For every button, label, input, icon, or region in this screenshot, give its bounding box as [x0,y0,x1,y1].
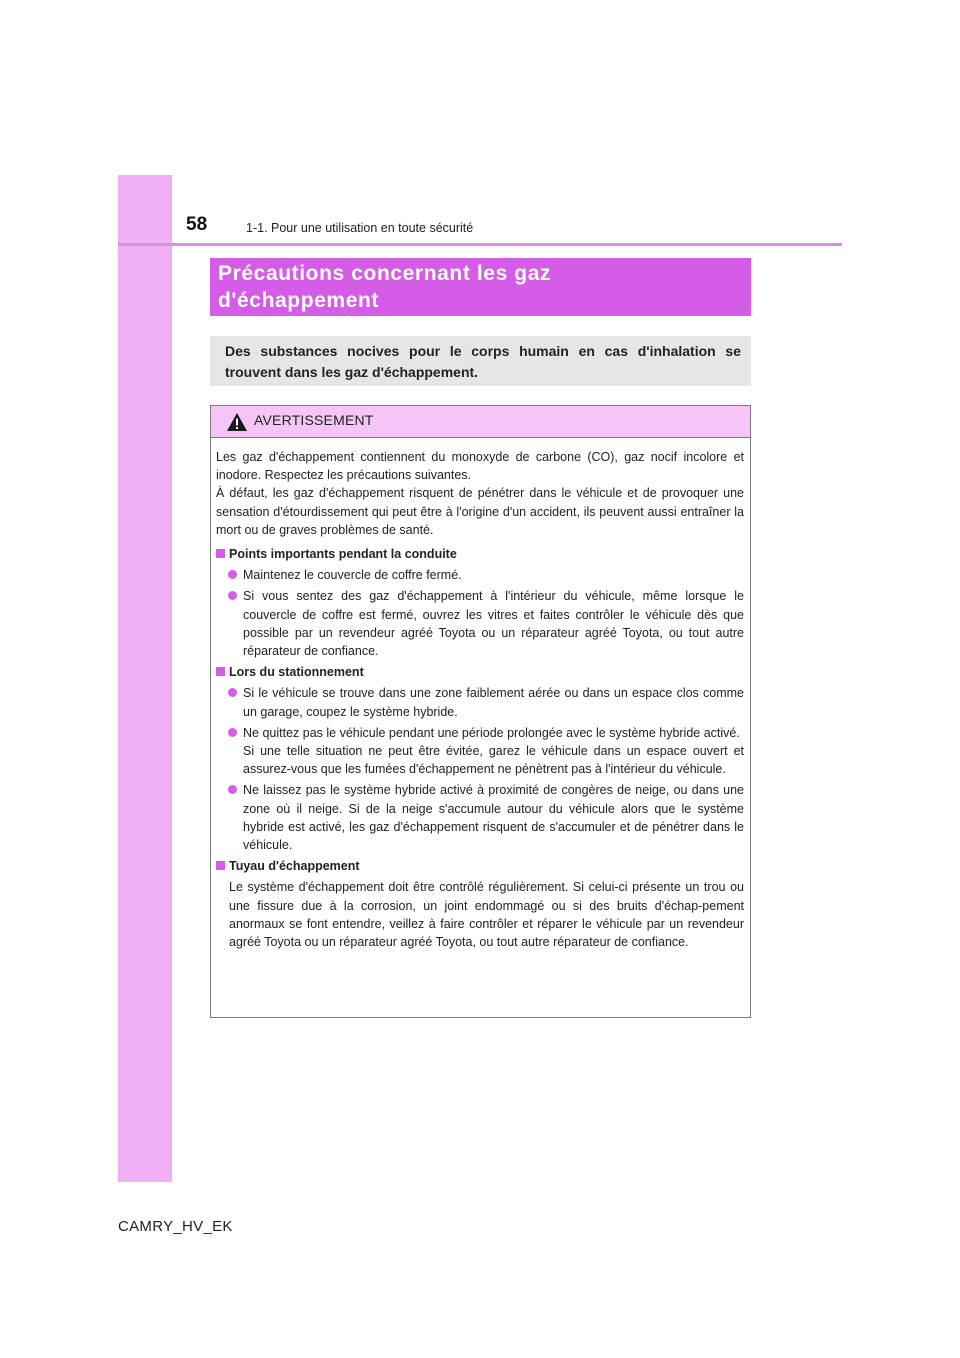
intro-box [210,336,751,386]
warning-box [210,405,751,1018]
round-bullet-icon [228,591,237,600]
title-banner [210,258,751,316]
warning-label: AVERTISSEMENT [254,412,374,428]
list-item-text: Ne laissez pas le système hybride activé à proximité de congères de neige, ou dans une zone où il neige. Si de la neige s'accumule autour du véhicule alors que le système hybride est activé, les gaz d'échappement risquent de s'accumuler et de pénétrer dans le véhicule. [243,783,744,853]
warning-triangle-icon [226,412,248,432]
side-band [118,175,172,1182]
list-item-text: Ne quittez pas le véhicule pendant une période prolongée avec le système hybride activé. [243,725,740,740]
list-item-text-continued: Si une telle situation ne peut être évitée, garez le véhicule dans un espace ouvert et assurez-vous que les fumées d'échappement ne pénètrent pas à l'intérieur du véhicule. [243,744,744,777]
section-title: 1-1. Pour une utilisation en toute sécurité [246,221,474,235]
exhaust-pipe-paragraph [216,878,744,951]
warning-body [216,448,744,954]
list-item [216,684,744,720]
exhaust-pipe-text: Le système d'échappement doit être contrôlé régulièrement. Si celui-ci présente un trou ou une fissure due à la corrosion, un joint endommagé ou si des bruits d'échap-pement anormaux se font entendre, veillez à faire contrôler et réparer le véhicule par un revendeur agréé Toyota ou un réparateur agréé Toyota, ou tout autre réparateur de confiance. [229,880,744,950]
subheading-parking [216,663,744,681]
subheading-exhaust-pipe-label: Tuyau d'échappement [229,859,360,874]
footer-code: CAMRY_HV_EK [118,1218,233,1235]
subheading-driving-label: Points importants pendant la conduite [229,547,457,562]
list-item [216,587,744,660]
list-item [216,781,744,854]
page-title-line-1: Précautions concernant les gaz [218,262,552,285]
list-item-text: Maintenez le couvercle de coffre fermé. [243,568,462,583]
page-title-line-2: d'échappement [218,289,379,312]
intro-text: Des substances nocives pour le corps humain en cas d'inhalation se trouvent dans les gaz d'échappement. [225,343,741,380]
square-bullet-icon [216,549,225,558]
page-number: 58 [186,214,208,235]
warning-header [211,406,750,438]
list-item-text: Si vous sentez des gaz d'échappement à l'intérieur du véhicule, même lorsque le couvercle de coffre est fermé, ouvrez les vitres et faites contrôler le véhicule dès que possible par un revendeur agréé Toyota ou un réparateur agréé Toyota, ou tout autre réparateur de confiance. [243,589,744,659]
warning-intro-line-1: Les gaz d'échappement contiennent du monoxyde de carbone (CO), gaz nocif incolore et inodore. Respectez les précautions suivantes. [216,450,744,483]
list-item [216,566,744,584]
list-item [216,724,744,779]
warning-intro-line-2: À défaut, les gaz d'échappement risquent de pénétrer dans le véhicule et de provoquer une sensation d'étourdissement qui peut être à l'origine d'un accident, ils peuvent aussi entraîner la mort ou de graves problèmes de santé. [216,486,744,537]
round-bullet-icon [228,785,237,794]
subheading-parking-label: Lors du stationnement [229,665,364,680]
round-bullet-icon [228,688,237,697]
subheading-exhaust-pipe [216,857,744,875]
round-bullet-icon [228,570,237,579]
square-bullet-icon [216,861,225,870]
round-bullet-icon [228,728,237,737]
header-rule [118,243,842,246]
subheading-driving [216,545,744,563]
square-bullet-icon [216,667,225,676]
list-item-text: Si le véhicule se trouve dans une zone faiblement aérée ou dans un espace clos comme un garage, coupez le système hybride. [243,686,744,719]
